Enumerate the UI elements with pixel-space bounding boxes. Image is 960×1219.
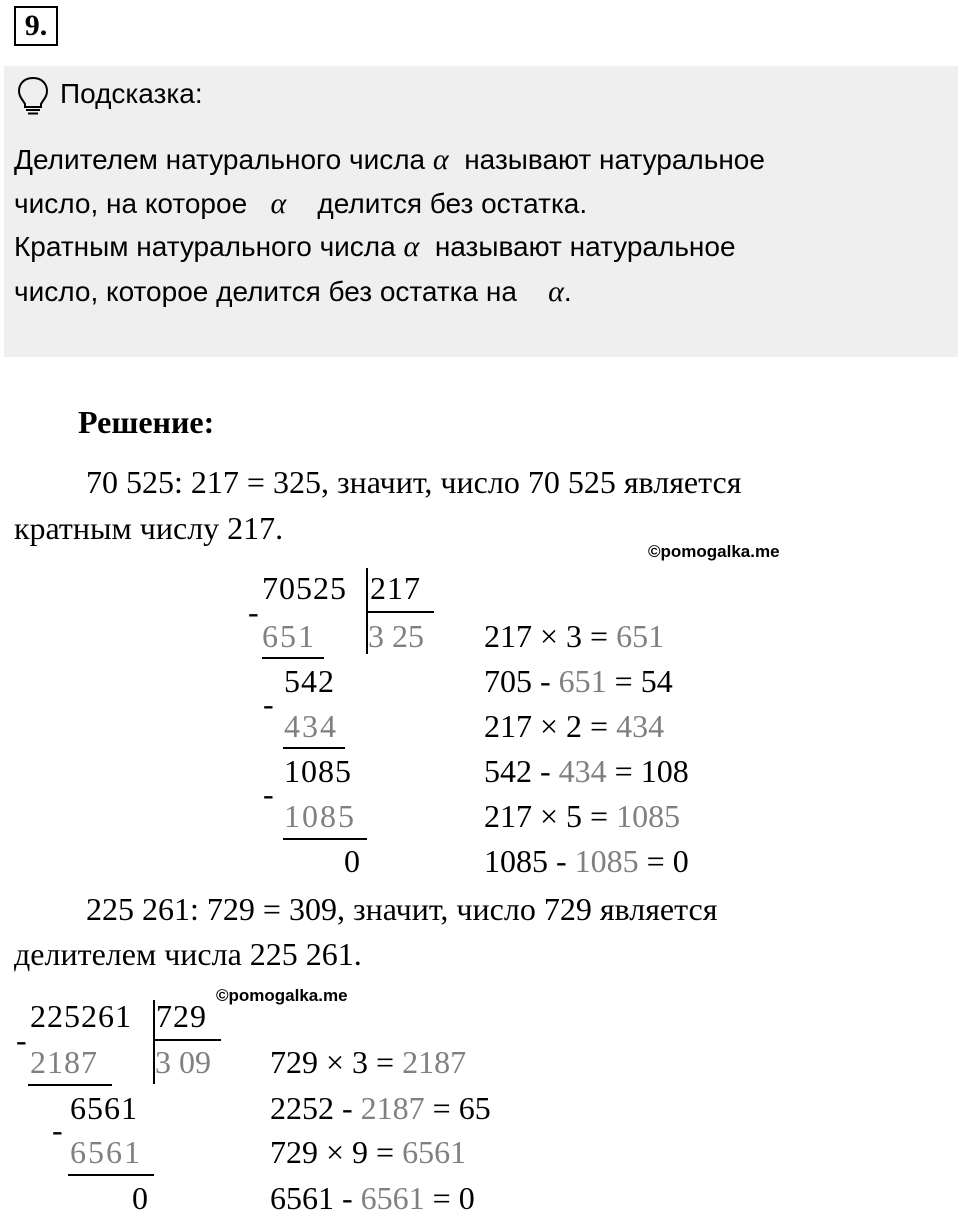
final-remainder: 0 (132, 1180, 148, 1216)
note-line: 6561 - 6561 = 0 (270, 1180, 475, 1216)
solution-title: Решение: (78, 404, 215, 440)
note-line: 542 - 434 = 108 (484, 753, 689, 789)
paragraph-1-line-2: кратным числу 217. (14, 510, 284, 546)
hint-line-1: Делителем натурального числа α называют натуральное (14, 143, 765, 176)
minus-sign: - (248, 594, 259, 630)
watermark: ©pomogalka.me (216, 986, 348, 1005)
lightbulb-icon (16, 76, 50, 116)
task-number: 9. (14, 6, 58, 46)
step-subtrahend: 1085 (284, 798, 356, 834)
note-line: 217 × 3 = 651 (484, 618, 665, 654)
quotient: 3 25 (368, 618, 424, 654)
note-line: 217 × 2 = 434 (484, 708, 665, 744)
paragraph-1-line-1: 70 525: 217 = 325, значит, число 70 525 является (86, 464, 742, 500)
hint-line-2: число, на которое α делится без остатка. (14, 187, 588, 220)
paragraph-2-line-1: 225 261: 729 = 309, значит, число 729 является (86, 891, 718, 927)
step-underline (262, 657, 324, 659)
step-remainder: 6561 (70, 1090, 138, 1126)
note-line: 705 - 651 = 54 (484, 663, 673, 699)
step-subtrahend: 434 (284, 708, 338, 744)
note-line: 729 × 9 = 6561 (270, 1134, 467, 1170)
step-subtrahend: 6561 (70, 1134, 142, 1170)
minus-sign: - (16, 1022, 27, 1058)
hint-line-3: Кратным натурального числа α называют натуральное (14, 230, 736, 263)
step-underline (283, 747, 345, 749)
note-line: 729 × 3 = 2187 (270, 1044, 467, 1080)
minus-sign: - (263, 776, 274, 812)
note-line: 217 × 5 = 1085 (484, 798, 681, 834)
divisor-underline (153, 1039, 221, 1041)
quotient: 3 09 (155, 1044, 211, 1080)
step-underline (283, 838, 367, 840)
minus-sign: - (263, 686, 274, 722)
step-underline (68, 1174, 154, 1176)
note-line: 2252 - 2187 = 65 (270, 1090, 491, 1126)
hint-title: Подсказка: (60, 78, 203, 109)
divisor: 217 (370, 570, 421, 606)
dividend: 225261 (30, 998, 132, 1034)
divisor: 729 (156, 998, 207, 1034)
divisor-underline (366, 611, 434, 613)
step-remainder: 542 (284, 663, 335, 699)
dividend: 70525 (262, 570, 347, 606)
note-line: 1085 - 1085 = 0 (484, 843, 689, 879)
step-subtrahend: 2187 (30, 1044, 98, 1080)
step-remainder: 1085 (284, 753, 352, 789)
step-underline (28, 1084, 112, 1086)
step-subtrahend: 651 (262, 618, 316, 654)
hint-line-4: число, которое делится без остатка на α. (14, 275, 572, 308)
final-remainder: 0 (344, 843, 360, 879)
watermark: ©pomogalka.me (648, 542, 780, 561)
minus-sign: - (52, 1112, 63, 1148)
paragraph-2-line-2: делителем числа 225 261. (14, 936, 362, 972)
